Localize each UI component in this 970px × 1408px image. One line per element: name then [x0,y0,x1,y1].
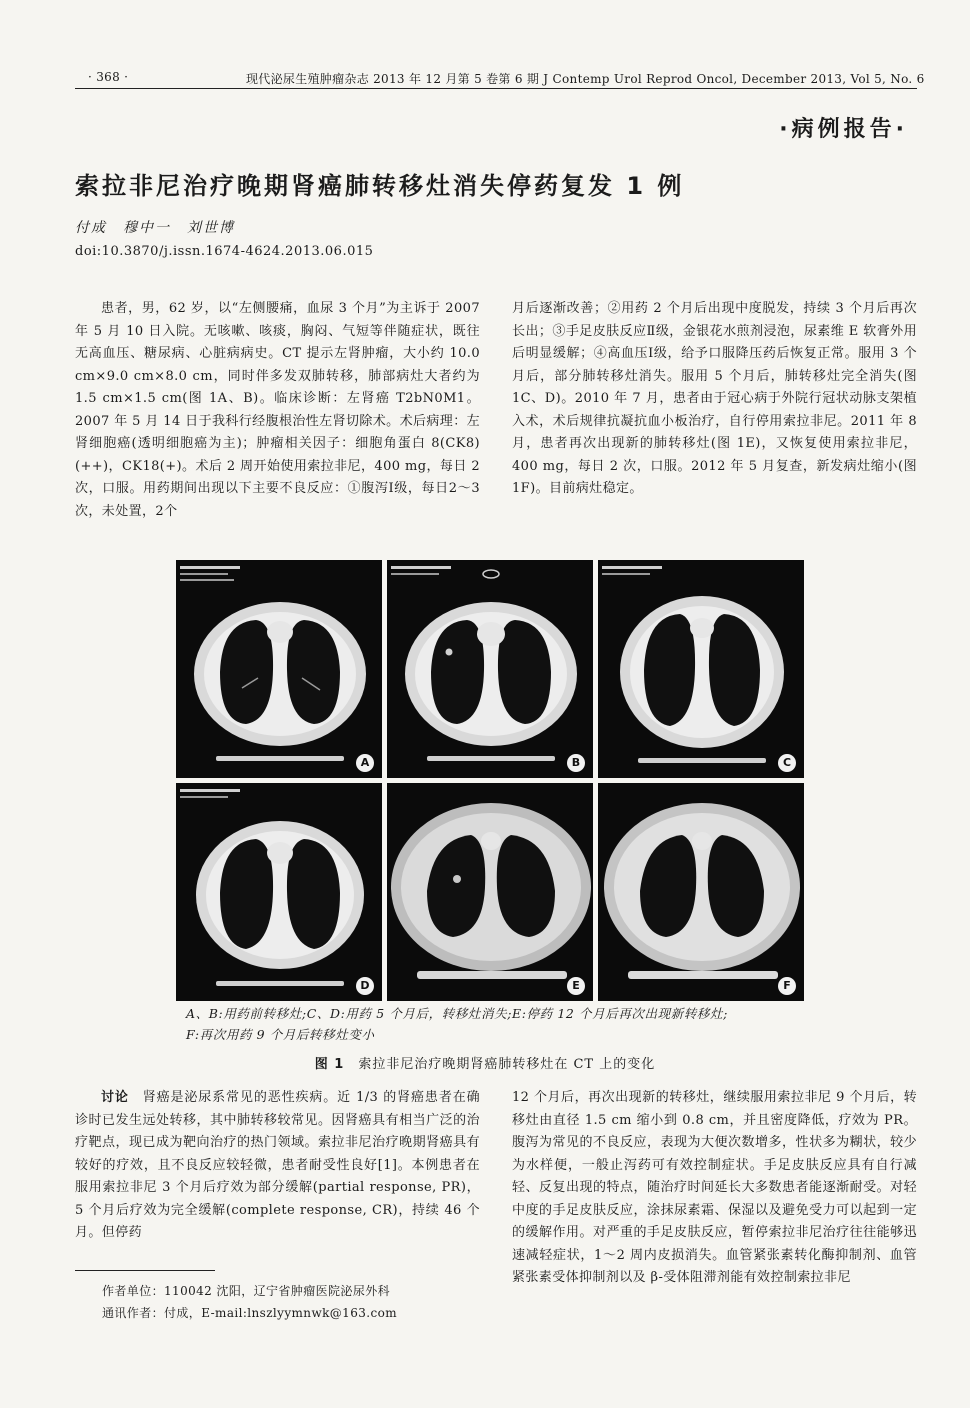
caption-line-2: F:再次用药 9 个月后转移灶变小 [186,1027,375,1042]
footnote-affiliation: 作者单位：110042 沈阳，辽宁省肿瘤医院泌尿外科 [102,1284,391,1298]
panel-label-e: E [567,977,585,995]
ct-panel-a [176,560,382,778]
footnote-rule [75,1270,215,1271]
journal-header: 现代泌尿生殖肿瘤杂志 2013 年 12 月第 5 卷第 6 期 J Contemp Urol Reprod Oncol, December 2013, Vol 5, No. 6 [246,72,925,86]
figure-title: 索拉非尼治疗晚期肾癌肺转移灶在 CT 上的变化 [358,1057,656,1072]
ct-figure [176,560,804,1002]
figure-caption [0,1053,970,1072]
ct-panel-d [176,783,382,1001]
discussion-paragraph-1 [75,1087,480,1245]
panel-label-a: A [356,754,374,772]
ct-panel-f [598,783,804,1001]
discussion-paragraph-2: 12 个月后，再次出现新的转移灶，继续服用索拉非尼 9 个月后，转移灶由直径 1.5 cm 缩小到 0.8 cm，并且密度降低，疗效为 PR。腹泻为常见的不良反应，表现为大便次数增多，性状多为糊状，较少为水样便，一般止泻药可有效控制症状。手足皮肤反应具有自行减轻、反复出现的特点，随治疗时间延长大多数患者能逐渐耐受。对轻中度的手足皮肤反应，涂抹尿素霜、保湿以及避免受力可以起到一定的缓解作用。对严重的手足皮肤反应，暂停索拉非尼治疗往往能够迅速减轻症状，1～2 周内皮损消失。血管紧张素转化酶抑制剂、血管紧张素受体抑制剂以及 β-受体阻滞剂能有效控制索拉非尼 [512,1090,917,1285]
discussion-left-column [75,1087,480,1245]
body-right-column [512,298,917,501]
panel-label-c: C [778,754,796,772]
figure-number: 图 1 [314,1057,345,1072]
case-paragraph-2: 月后逐渐改善；②用药 2 个月后出现中度脱发，持续 3 个月后再次长出；③手足皮肤反应Ⅱ级，金银花水煎剂浸泡，尿素维 E 软膏外用后明显缓解；④高血压Ⅰ级，给予口服降压药后恢复正常。服用 3 个月后，部分肺转移灶消失。服用 5 个月后，肺转移灶完全消失(图 1C、D)。2010 年 7 月，患者由于冠心病于外院行冠状动脉支架植入术，术后规律抗凝抗血小板治疗，自行停用索拉非尼。2011 年 8 月，患者再次出现新的肺转移灶(图 1E)，又恢复使用索拉非尼，400 mg，每日 2 次，口服。2012 年 5 月复查，新发病灶缩小(图 1F)。目前病灶稳定。 [512,301,917,496]
article-title: 索拉非尼治疗晚期肾癌肺转移灶消失停药复发 1 例 [75,172,685,200]
caption-line-1: A、B:用药前转移灶;C、D:用药 5 个月后，转移灶消失;E:停药 12 个月后再次出现新转移灶; [186,1006,728,1021]
section-label: ·病例报告· [779,117,908,142]
discussion-right-column [512,1087,917,1290]
header-rule [75,88,917,89]
panel-label-b: B [567,754,585,772]
authors: 付成 穆中一 刘世博 [75,220,235,236]
ct-panel-e [387,783,593,1001]
footnote-contact: 通讯作者：付成，E-mail:lnszlyymnwk@163.com [102,1306,398,1320]
ct-panel-c [598,560,804,778]
ct-panel-b [387,560,593,778]
doi: doi:10.3870/j.issn.1674-4624.2013.06.015 [75,244,374,259]
panel-label-f: F [778,977,796,995]
panel-label-d: D [356,977,374,995]
discussion-text-1: 肾癌是泌尿系常见的恶性疾病。近 1/3 的肾癌患者在确诊时已发生远处转移，其中肺转移较常见。因肾癌具有相当广泛的治疗靶点，现已成为靶向治疗的热门领域。索拉非尼治疗晚期肾癌具有较好的疗效，且不良反应较轻微，患者耐受性良好[1]。本例患者在服用索拉非尼 3 个月后疗效为部分缓解(partial response, PR)，5 个月后疗效为完全缓解(complete response, CR)，持续 46 个月。但停药 [75,1090,480,1240]
case-paragraph-1: 患者，男，62 岁，以“左侧腰痛，血尿 3 个月”为主诉于 2007 年 5 月 10 日入院。无咳嗽、咳痰，胸闷、气短等伴随症状，既往无高血压、糖尿病、心脏病病史。CT 提示左肾肿瘤，大小约 10.0 cm×9.0 cm×8.0 cm，同时伴多发双肺转移，肺部病灶大者约为 1.5 cm×1.5 cm(图 1A、B)。临床诊断：左肾癌 T2bN0M1。2007 年 5 月 14 日于我科行经腹根治性左肾切除术。术后病理：左肾细胞癌(透明细胞癌为主)；肿瘤相关因子：细胞角蛋白 8(CK8)(++)，CK18(+)。术后 2 周开始使用索拉非尼，400 mg，每日 2 次，口服。用药期间出现以下主要不良反应：①腹泻Ⅰ级，每日2～3次，未处置，2个 [75,301,480,519]
body-left-column [75,298,480,523]
figure-caption-legend [186,1003,826,1045]
discussion-lead: 讨论 [101,1090,129,1105]
page-number: · 368 · [88,70,129,84]
